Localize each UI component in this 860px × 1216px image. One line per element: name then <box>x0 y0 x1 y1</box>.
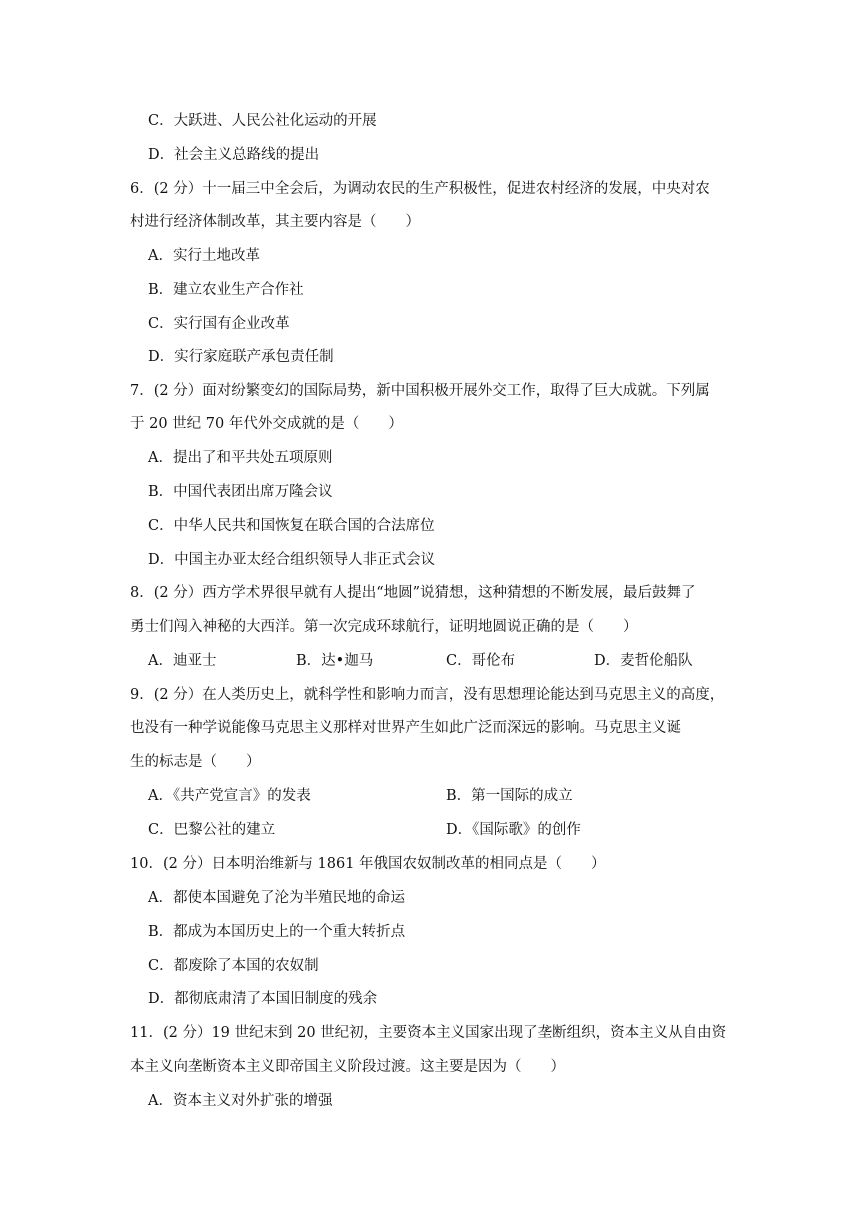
q9-option-d: D．《国际歌》的创作 <box>446 822 581 838</box>
q6-stem-line2: 村进行经济体制改革，其主要内容是（ ） <box>130 214 420 230</box>
q10-stem-line1: 10．(2 分）日本明治维新与 1861 年俄国农奴制改革的相同点是（ ） <box>130 856 606 872</box>
q6-option-a: A．实行土地改革 <box>148 248 260 264</box>
q9-stem-line3: 生的标志是（ ） <box>130 754 261 770</box>
q6-stem-line1: 6．(2 分）十一届三中全会后，为调动农民的生产积极性，促进农村经济的发展，中央对农 <box>130 181 710 197</box>
q8-option-c: C．哥伦布 <box>446 653 516 669</box>
q6-option-b: B．建立农业生产合作社 <box>148 282 304 298</box>
q8-stem-line1: 8．(2 分）西方学术界很早就有人提出“地圆”说猜想，这种猜想的不断发展，最后鼓舞了 <box>130 585 696 601</box>
q9-option-b: B．第一国际的成立 <box>446 788 573 804</box>
q11-option-a: A．资本主义对外扩张的增强 <box>148 1093 333 1109</box>
q10-option-d: D．都彻底肃清了本国旧制度的残余 <box>148 991 378 1007</box>
q9-option-a: A．《共产党宣言》的发表 <box>148 788 311 804</box>
q5-option-c: C．大跃进、人民公社化运动的开展 <box>148 113 377 129</box>
q7-option-c: C．中华人民共和国恢复在联合国的合法席位 <box>148 518 435 534</box>
q5-option-d: D．社会主义总路线的提出 <box>148 147 320 163</box>
q7-option-b: B．中国代表团出席万隆会议 <box>148 484 333 500</box>
q11-stem-line2: 本主义向垄断资本主义即帝国主义阶段过渡。这主要是因为（ ） <box>130 1059 565 1075</box>
q6-option-d: D．实行家庭联产承包责任制 <box>148 349 334 365</box>
q11-stem-line1: 11．(2 分）19 世纪末到 20 世纪初，主要资本主义国家出现了垄断组织，资本主义从自由资 <box>130 1025 727 1041</box>
q7-option-a: A．提出了和平共处五项原则 <box>148 450 333 466</box>
q6-option-c: C．实行国有企业改革 <box>148 316 290 332</box>
q7-stem-line2: 于 20 世纪 70 年代外交成就的是（ ） <box>130 416 403 432</box>
q10-option-a: A．都使本国避免了沦为半殖民地的命运 <box>148 890 405 906</box>
q9-stem-line2: 也没有一种学说能像马克思主义那样对世界产生如此广泛而深远的影响。马克思主义诞 <box>130 720 681 736</box>
q8-option-a: A．迪亚士 <box>148 653 217 669</box>
q7-stem-line1: 7．(2 分）面对纷繁变幻的国际局势，新中国积极开展外交工作，取得了巨大成就。下列属 <box>130 383 710 399</box>
q10-option-b: B．都成为本国历史上的一个重大转折点 <box>148 924 406 940</box>
q8-option-d: D．麦哲伦船队 <box>594 653 693 669</box>
q8-option-b: B．达•迦马 <box>296 653 374 669</box>
q9-option-c: C．巴黎公社的建立 <box>148 822 276 838</box>
q8-stem-line2: 勇士们闯入神秘的大西洋。第一次完成环球航行，证明地圆说正确的是（ ） <box>130 619 638 635</box>
q10-option-c: C．都废除了本国的农奴制 <box>148 958 319 974</box>
q7-option-d: D．中国主办亚太经合组织领导人非正式会议 <box>148 552 436 568</box>
q9-stem-line1: 9．(2 分）在人类历史上，就科学性和影响力而言，没有思想理论能达到马克思主义的高度， <box>130 687 725 703</box>
